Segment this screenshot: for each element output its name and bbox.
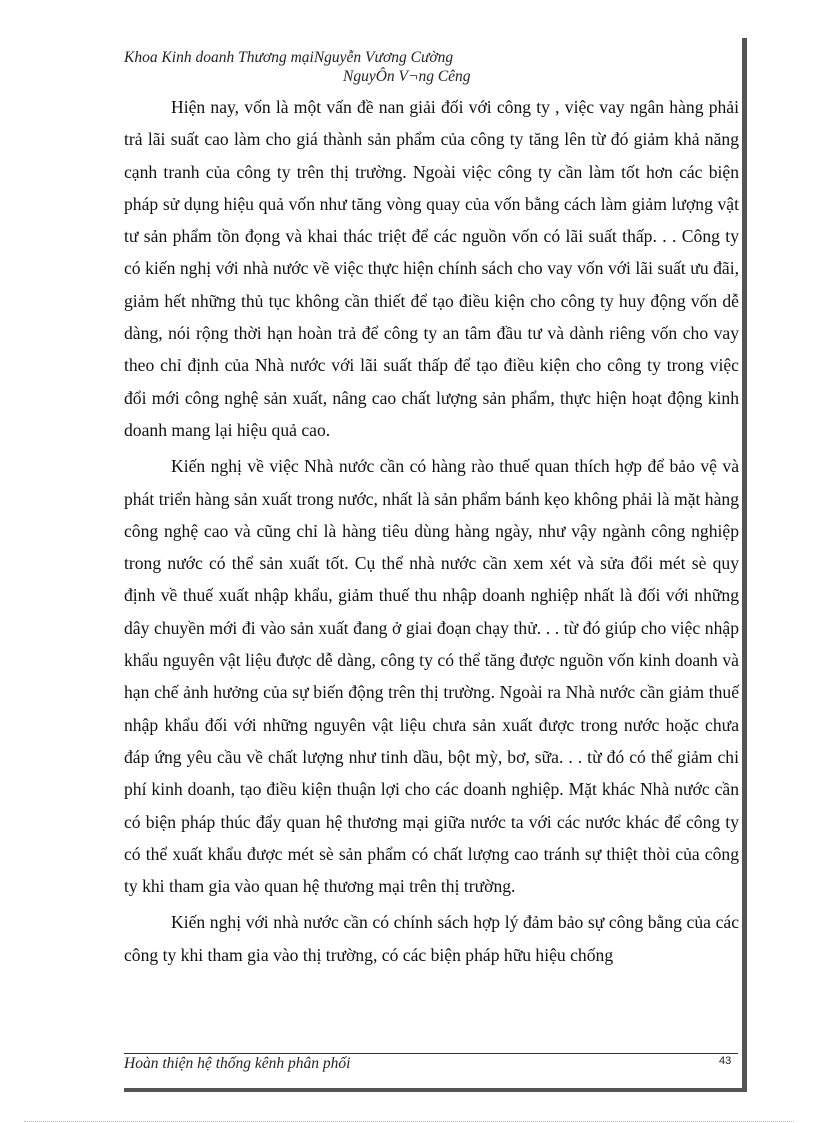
paragraph-1: Hiện nay, vốn là một vấn đề nan giải đối với công ty , việc vay ngân hàng phải trả lãi suất cao làm cho giá thành sản phẩm của công ty tăng lên từ đó giảm khả năng cạnh tranh của công ty trên thị trường. Ngoài việc công ty cần làm tốt hơn các biện pháp sử dụng hiệu quả vốn như tăng vòng quay của vốn bằng cách làm giảm lượng vật tư sản phẩm tồn đọng và khai thác triệt để các nguồn vốn có lãi suất thấp. . . Công ty có kiến nghị với nhà nước về việc thực hiện chính sách cho vay vốn với lãi suất ưu đãi, giảm hết những thủ tục không cần thiết để tạo điều kiện cho công ty huy động vốn dễ dàng, nói rộng thời hạn hoàn trả để công ty an tâm đầu tư và dành riêng vốn cho vay theo chỉ định của Nhà nước với lãi suất thấp để tạo điều kiện cho công ty trong việc đổi mới công nghệ sản xuất, nâng cao chất lượng sản phẩm, thực hiện hoạt động kinh doanh mang lại hiệu quả cao. xyxy=(124,97,739,440)
page-edge-dotted-line xyxy=(24,1121,794,1122)
header-line-1: Khoa Kinh doanh Thương mạiNguyễn Vương Cường xyxy=(124,49,454,66)
header-line-2: NguyÔn V¬ng Cêng xyxy=(343,68,471,85)
document-body xyxy=(124,91,739,975)
page-number: 43 xyxy=(719,1055,732,1067)
footer-divider xyxy=(124,1053,738,1054)
paragraph-2: Kiến nghị về việc Nhà nước cần có hàng rào thuế quan thích hợp để bảo vệ và phát triển hàng sản xuất trong nước, nhất là sản phẩm bánh kẹo không phải là mặt hàng công nghệ cao và cũng chỉ là hàng tiêu dùng hàng ngày, như vậy ngành công nghiệp trong nước có thể sản xuất tốt. Cụ thể nhà nước cần xem xét và sửa đổi mét sè quy định về thuế xuất nhập khẩu, giảm thuế thu nhập doanh nghiệp nhất là đối với những dây chuyền mới đi vào sản xuất đang ở giai đoạn chạy thử. . . từ đó giúp cho việc nhập khẩu nguyên vật liệu được dễ dàng, công ty có thể tăng được nguồn vốn kinh doanh và hạn chế ảnh hưởng của sự biến động trên thị trường. Ngoài ra Nhà nước cần giảm thuế nhập khẩu đối với những nguyên vật liệu chưa sản xuất được trong nước hoặc chưa đáp ứng yêu cầu về chất lượng như tinh dầu, bột mỳ, bơ, sữa. . . từ đó có thể giảm chi phí kinh doanh, tạo điều kiện thuận lợi cho các doanh nghiệp. Mặt khác Nhà nước cần có biện pháp thúc đẩy quan hệ thương mại giữa nước ta với các nước khác để công ty có thể xuất khẩu được mét sè sản phẩm có chất lượng cao tránh sự thiệt thòi của công ty khi tham gia vào quan hệ thương mại trên thị trường. xyxy=(124,456,739,897)
page-border-right xyxy=(742,38,747,1090)
paragraph-3: Kiến nghị với nhà nước cần có chính sách hợp lý đảm bảo sự công bằng của các công ty khi tham gia vào thị trường, có các biện pháp hữu hiệu chống xyxy=(124,912,739,965)
page-border-bottom xyxy=(124,1088,747,1092)
page-header xyxy=(124,48,684,86)
footer-title: Hoàn thiện hệ thống kênh phân phối xyxy=(124,1055,351,1072)
